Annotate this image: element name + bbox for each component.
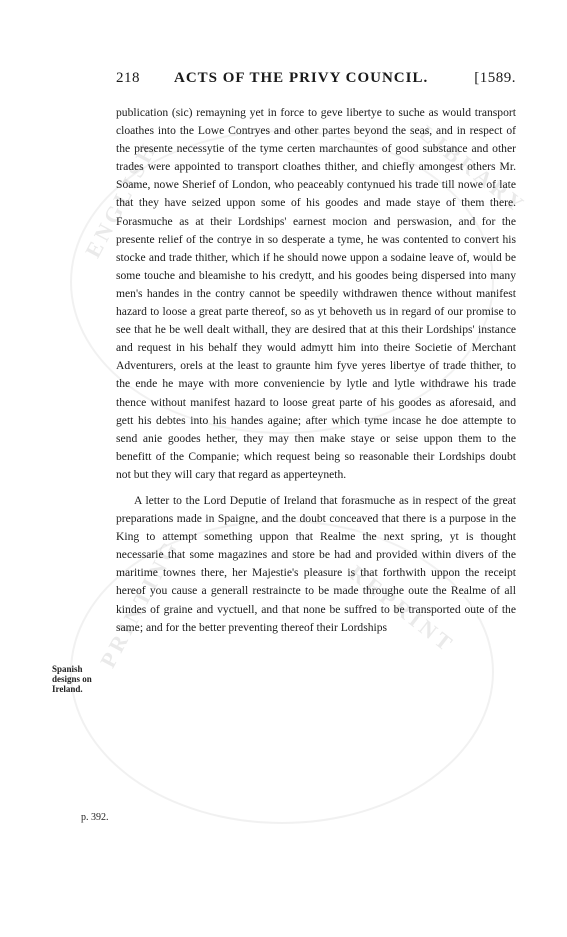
running-title: ACTS OF THE PRIVY COUNCIL. [174, 70, 429, 86]
page-number: 218 [116, 70, 140, 86]
watermark-text: PRINTING [95, 534, 184, 672]
body-text [116, 104, 516, 637]
watermark-text: REPRINT [344, 560, 461, 658]
page-header [116, 70, 516, 92]
watermark-text: LIBRARY [414, 120, 532, 219]
paragraph-lord-deputie-letter: A letter to the Lord Deputie of Ireland that forasmuche as in respect of the great preparations made in Spaigne, and the doubt conceaved that there is a purpose in the King to attempt something uppon that Realme the next spring, yt is thought necessarie that some magazines and store be had and provided within divers of the maritime townes there, her Majestie's pleasure is that forthwith uppon the receipt hereof you cause a generall restraincte to be made throughe oute the Realme of all kindes of graine and vyctuell, and that none be suffred to be transported oute of the same; and for the better preventing thereof their Lordships [116, 493, 516, 634]
margin-note-spanish-designs: Spanish designs on Ireland. [52, 664, 92, 694]
watermark-text: ENGLISH [80, 136, 163, 262]
header-year: [1589. [474, 70, 516, 86]
paragraph-merchant-adventurers: publication (sic) remayning yet in force to geve libertye to suche as would transport cloathes into the Lowe Contryes and other partes beyond the seas, and in respect of the presente necessytie of the tyme certen marchauntes of good substance and other trades were appointed to transport cloathes thither, and chiefly amongest others Mr. Soame, nowe Sherief of London, who peaceably contynued his trade till nowe of late that they have seized uppon some of his goodes and made staye of them there. Forasmuche as at their Lordships' earnest mocion and perswasion, and for the presente relief of the contrye in so desperate a tyme, he was contented to convert his stocke and trade thither, which if he should nowe uppon a sodaine leave of, would be some touche and bleamishe to his credytt, and his goodes being dispersed into many men's handes in the contry cannot be speedily withdrawen thence without manifest hazard to loose a great parte thereof, so as yt behoveth us in regard of our promise to see that he be well dealt withall, they are desired that at this their Lordships' instance and request in his behalf they would admytt him into theire Societie of Merchant Adventurers, orels at the least to graunte him fyve yeres libertye of trade thither, to the ende he maye with more conveniencie by lytle and lytle withdrawe his trade thence without manifest hazard to loose great parte of his goodes as aforesaid, and gett his debtes into his handes againe; after which tyme incase he doe attempte to send anie goodes hether, they may then make staye or seise uppon them to the benefitt of the Companie; which request being so reasonable their Lordships doubt not but they will cary that regard as apperteyneth. [116, 106, 516, 481]
margin-note-page-reference: p. 392. [81, 812, 109, 823]
